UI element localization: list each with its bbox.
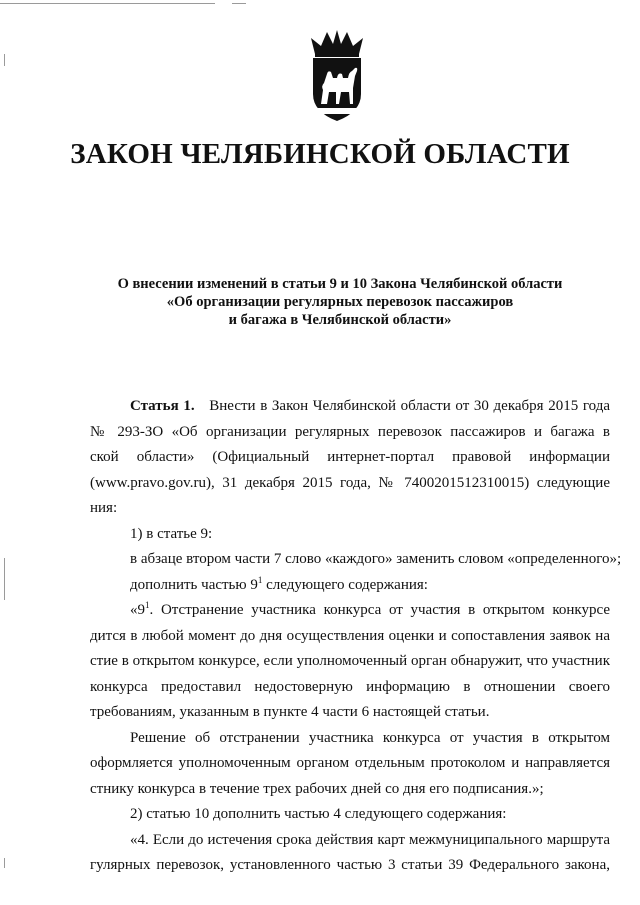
- superscript: 1: [145, 600, 150, 610]
- item-2-quote-line: гулярных перевозок, установленного частью 3 статьи 39 Федерального закона,: [90, 857, 610, 873]
- quote-line: дится в любой момент до дня осуществления оценки и сопоставления заявок на: [90, 627, 610, 644]
- scan-artifact-left-bottom: [4, 858, 5, 868]
- superscript: 1: [257, 574, 263, 585]
- scan-artifact-top-right: [232, 3, 246, 4]
- item-1-paragraph: в абзаце втором части 7 слово «каждого» заменить словом «определенного»;: [130, 551, 622, 567]
- quote-first-line: [90, 598, 610, 624]
- item-1-heading: 1) в статье 9:: [130, 525, 213, 542]
- decision-first-line: Решение об отстранении участника конкурса от участия в открытом: [130, 729, 610, 746]
- scan-artifact-top: [0, 3, 215, 4]
- quote-line: конкурса предоставил недостоверную информацию в отношении своего: [90, 678, 610, 695]
- paragraph-line: № 293-ЗО «Об организации регулярных перевозок пассажиров и багажа в: [90, 423, 610, 440]
- scan-artifact-left: [4, 54, 5, 66]
- subtitle-line: и багажа в Челябинской области»: [228, 312, 452, 328]
- text-span: следующего содержания:: [262, 576, 428, 593]
- scan-artifact-left-mid: [4, 558, 5, 600]
- paragraph-line: ния:: [90, 500, 118, 516]
- law-body: [90, 394, 622, 879]
- decision-line: стнику конкурса в течение трех рабочих дней со дня его подписания.»;: [90, 780, 544, 797]
- article-label: Статья 1.: [130, 398, 195, 414]
- article-text: Внести в Закон Челябинской области от 30 декабря 2015 года: [209, 398, 610, 414]
- paragraph-line: (www.pravo.gov.ru), 31 декабря 2015 года, № 7400201512310015) следующие: [90, 474, 610, 491]
- paragraph-line: ской области» (Официальный интернет-портал правовой информации: [90, 449, 610, 465]
- text-span: «9: [130, 602, 145, 618]
- text-span: дополнить частью 9: [130, 576, 258, 593]
- article-1-first-line: [90, 394, 610, 420]
- chelyabinsk-coat-of-arms-icon: [297, 28, 377, 124]
- item-2-heading: 2) статью 10 дополнить частью 4 следующего содержания:: [130, 806, 507, 822]
- text-span: . Отстранение участника конкурса от участия в открытом конкурсе: [149, 602, 610, 618]
- decision-line: оформляется уполномоченным органом отдельным протоколом и направляется: [90, 755, 610, 771]
- subtitle-line: О внесении изменений в статьи 9 и 10 Закона Челябинской области: [117, 276, 563, 292]
- quote-line: требованиям, указанным в пункте 4 части 6 настоящей статьи.: [90, 704, 490, 720]
- item-1-paragraph-2: [90, 573, 610, 599]
- item-2-quote-first-line: «4. Если до истечения срока действия карт межмуниципального маршрута: [130, 831, 610, 848]
- law-subtitle: [60, 275, 620, 329]
- law-title: ЗАКОН ЧЕЛЯБИНСКОЙ ОБЛАСТИ: [70, 138, 570, 170]
- quote-line: стие в открытом конкурсе, если уполномоченный орган обнаружит, что участник: [90, 653, 610, 669]
- subtitle-line: «Об организации регулярных перевозок пассажиров: [166, 294, 514, 310]
